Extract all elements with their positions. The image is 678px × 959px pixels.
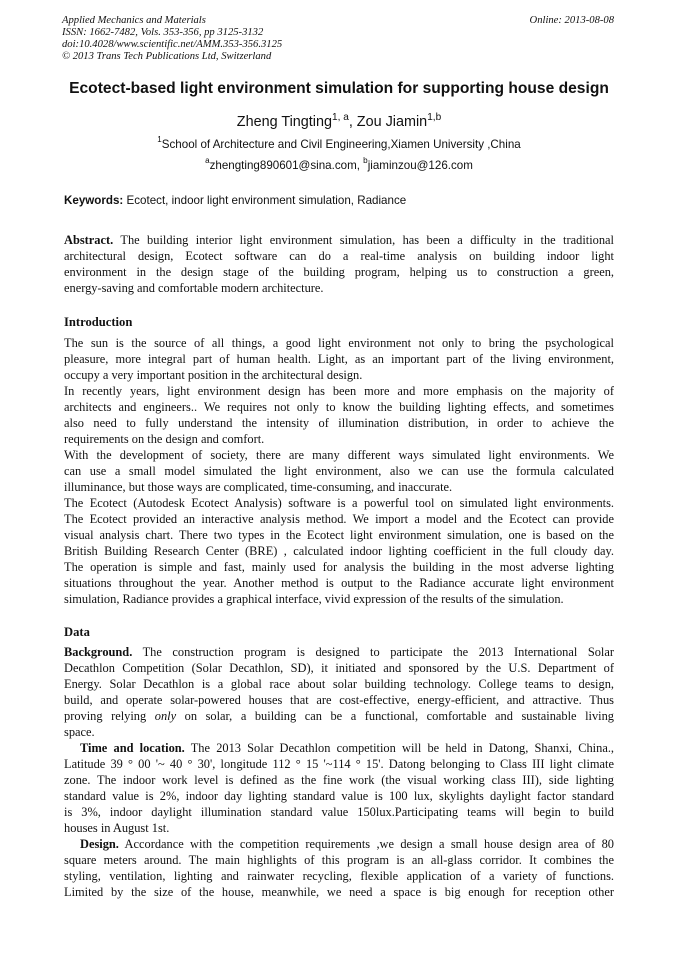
copyright: © 2013 Trans Tech Publications Ltd, Switzerland [62, 51, 272, 62]
text-run: architectural design, Ecotect software can do a real-time analysis on building indoor light [64, 249, 614, 263]
text-run: The sun is the source of all things, a good light environment not only to bring the psychological [64, 336, 614, 350]
text-line [64, 820, 614, 836]
text-line [64, 351, 614, 367]
text-line [64, 756, 614, 772]
text-run: simulation, Radiance provides a graphical interface, vivid expression of the results of the simulation. [64, 592, 564, 606]
run-in-heading: Abstract. [64, 233, 114, 247]
text-run: The Ecotect (Autodesk Ecotect Analysis) software is a powerful tool on simulated light environments. [64, 496, 614, 510]
doi: doi:10.4028/www.scientific.net/AMM.353-356.3125 [62, 39, 283, 50]
text-line [64, 708, 614, 724]
text-run: zone. The indoor work level is defined as the fine work (the visual working class III), side lighting [64, 773, 614, 787]
text-line [64, 511, 614, 527]
affiliation [0, 135, 678, 151]
text-run: illuminance, but those ways are complicated, time-consuming, and inaccurate. [64, 480, 453, 494]
text-run: standard value is 2%, indoor day lighting standard value is 100 lux, skylights daylight factor standard [64, 789, 614, 803]
text-line [64, 367, 614, 383]
text-line [64, 447, 614, 463]
run-in-heading: Design. [80, 837, 119, 851]
text-run: The operation is simple and fast, mainly used for analysis the building in the most adverse lighting [64, 560, 614, 574]
text-line [64, 431, 614, 447]
text-line [64, 527, 614, 543]
email-a-sup: a [205, 156, 210, 165]
keywords-label: Keywords: [64, 194, 124, 207]
text-run: proving relying [64, 709, 155, 723]
email-b[interactable]: jiaminzou@126.com [367, 159, 473, 172]
emphasis-text: only [154, 709, 177, 723]
text-run: With the development of society, there are many different ways simulated light environments. We [64, 448, 614, 462]
text-run: also need to fully understand the intensity of illumination distribution, in order to achieve the [64, 416, 614, 430]
text-run: Accordance with the competition requirements ,we design a small house design area of 80 [118, 837, 614, 851]
text-line [64, 264, 614, 280]
text-run: The building interior light environment simulation, has been a difficulty in the traditional [113, 233, 614, 247]
authors [0, 114, 678, 130]
email-b-sup: b [363, 156, 368, 165]
text-line [64, 868, 614, 884]
text-run: situations throughout the year. Another method is output to the Radiance accurate light environment [64, 576, 614, 590]
keywords [64, 194, 406, 207]
text-run: The 2013 Solar Decathlon competition will be held in Datong, Shanxi, China., [184, 741, 615, 755]
run-in-heading: Time and location. [80, 741, 185, 755]
text-run: occupy a very important position in the architectural design. [64, 368, 363, 382]
text-line [64, 463, 614, 479]
text-run: British Building Research Center (BRE) , calculated indoor lighting coefficient in the full cloudy day. [64, 544, 614, 558]
text-run: Limited by the size of the house, meanwhile, we need a space is big enough for reception other [64, 885, 614, 899]
text-run: environment in the design stage of the building program, helping us to construction a green, [64, 265, 614, 279]
data-body [64, 644, 614, 900]
text-run: energy-saving and comfortable modern architecture. [64, 281, 324, 295]
text-line [64, 836, 614, 852]
text-line [64, 543, 614, 559]
text-line [64, 415, 614, 431]
text-line [64, 280, 614, 296]
text-line [64, 559, 614, 575]
text-run: visual analysis chart. There two types in the Ecotect light environment simulation, one is based on the [64, 528, 614, 542]
text-line [64, 884, 614, 900]
text-run: styling, ventilation, lighting and rainwater recycling, flexible application of a variety of functions. [64, 869, 614, 883]
heading-data: Data [64, 625, 90, 639]
text-run: The Ecotect provided an interactive analysis method. We import a model and the Ecotect can provide [64, 512, 614, 526]
heading-introduction: Introduction [64, 315, 133, 329]
text-line [64, 591, 614, 607]
text-run: The construction program is designed to participate the 2013 International Solar [132, 645, 614, 659]
text-line [64, 383, 614, 399]
text-run: can use a small model simulated the light environment, also we can use the formula calculated [64, 464, 614, 478]
text-run: Decathlon Competition (Solar Decathlon, SD), it initiated and sponsored by the U.S. Department of [64, 661, 614, 675]
text-line [64, 788, 614, 804]
text-run: on solar, a building can be a functional, comfortable and sustainable living [176, 709, 614, 723]
text-line [64, 575, 614, 591]
paper-title: Ecotect-based light environment simulation for supporting house design [69, 80, 609, 97]
text-run: houses in August 1st. [64, 821, 170, 835]
text-line [64, 495, 614, 511]
text-line [64, 804, 614, 820]
text-line [64, 660, 614, 676]
text-run: square meters around. The main highlights of this program is an all-glass corridor. It combines the [64, 853, 614, 867]
text-run: requirements on the design and comfort. [64, 432, 265, 446]
author-2: , Zou Jiamin [348, 114, 428, 130]
text-line [64, 692, 614, 708]
text-run: Energy. Solar Decathlon is a global race about solar building technology. College teams to design, [64, 677, 614, 691]
author-1-sup: 1, a [332, 112, 349, 123]
author-2-sup: 1,b [427, 112, 442, 123]
text-run: pleasure, more integral part of human health. Light, as an important part of the living environment, [64, 352, 614, 366]
text-line [64, 248, 614, 264]
author-1: Zheng Tingting [236, 114, 332, 130]
online-date: Online: 2013-08-08 [529, 15, 614, 26]
text-line [64, 479, 614, 495]
abstract [64, 232, 614, 296]
text-line [64, 232, 614, 248]
text-line [64, 399, 614, 415]
text-run: space. [64, 725, 95, 739]
text-run: is 3%, indoor daylight illumination standard value 150lux.Participating teams will begin to build [64, 805, 614, 819]
text-run: In recently years, light environment design has been more and more emphasis on the majority of [64, 384, 614, 398]
affiliation-sup: 1 [157, 135, 162, 144]
text-line [64, 772, 614, 788]
journal-info [62, 15, 282, 63]
text-run: Latitude 39 ° 00 '~ 40 ° 30', longitude 112 ° 15 '~114 ° 15'. Datong belonging to Class III light climate [64, 757, 614, 771]
text-line [64, 644, 614, 660]
text-line [64, 852, 614, 868]
introduction-body [64, 335, 614, 607]
text-run: architects and engineers.. We requires not only to know the building lighting effects, and sometimes [64, 400, 614, 414]
text-line [64, 335, 614, 351]
issn: ISSN: 1662-7482, Vols. 353-356, pp 3125-3132 [62, 27, 264, 38]
keywords-text: Ecotect, indoor light environment simulation, Radiance [123, 194, 407, 207]
emails [0, 156, 678, 172]
journal-name: Applied Mechanics and Materials [62, 15, 206, 26]
text-line [64, 676, 614, 692]
text-run: build, and operate solar-powered houses that are cost-effective, energy-efficient, and attractive. Thus [64, 693, 614, 707]
email-a[interactable]: zhengting890601@sina.com, [209, 159, 364, 172]
text-line [64, 740, 614, 756]
text-line [64, 724, 614, 740]
run-in-heading: Background. [64, 645, 133, 659]
affiliation-text: School of Architecture and Civil Engineering,Xiamen University ,China [161, 138, 521, 151]
